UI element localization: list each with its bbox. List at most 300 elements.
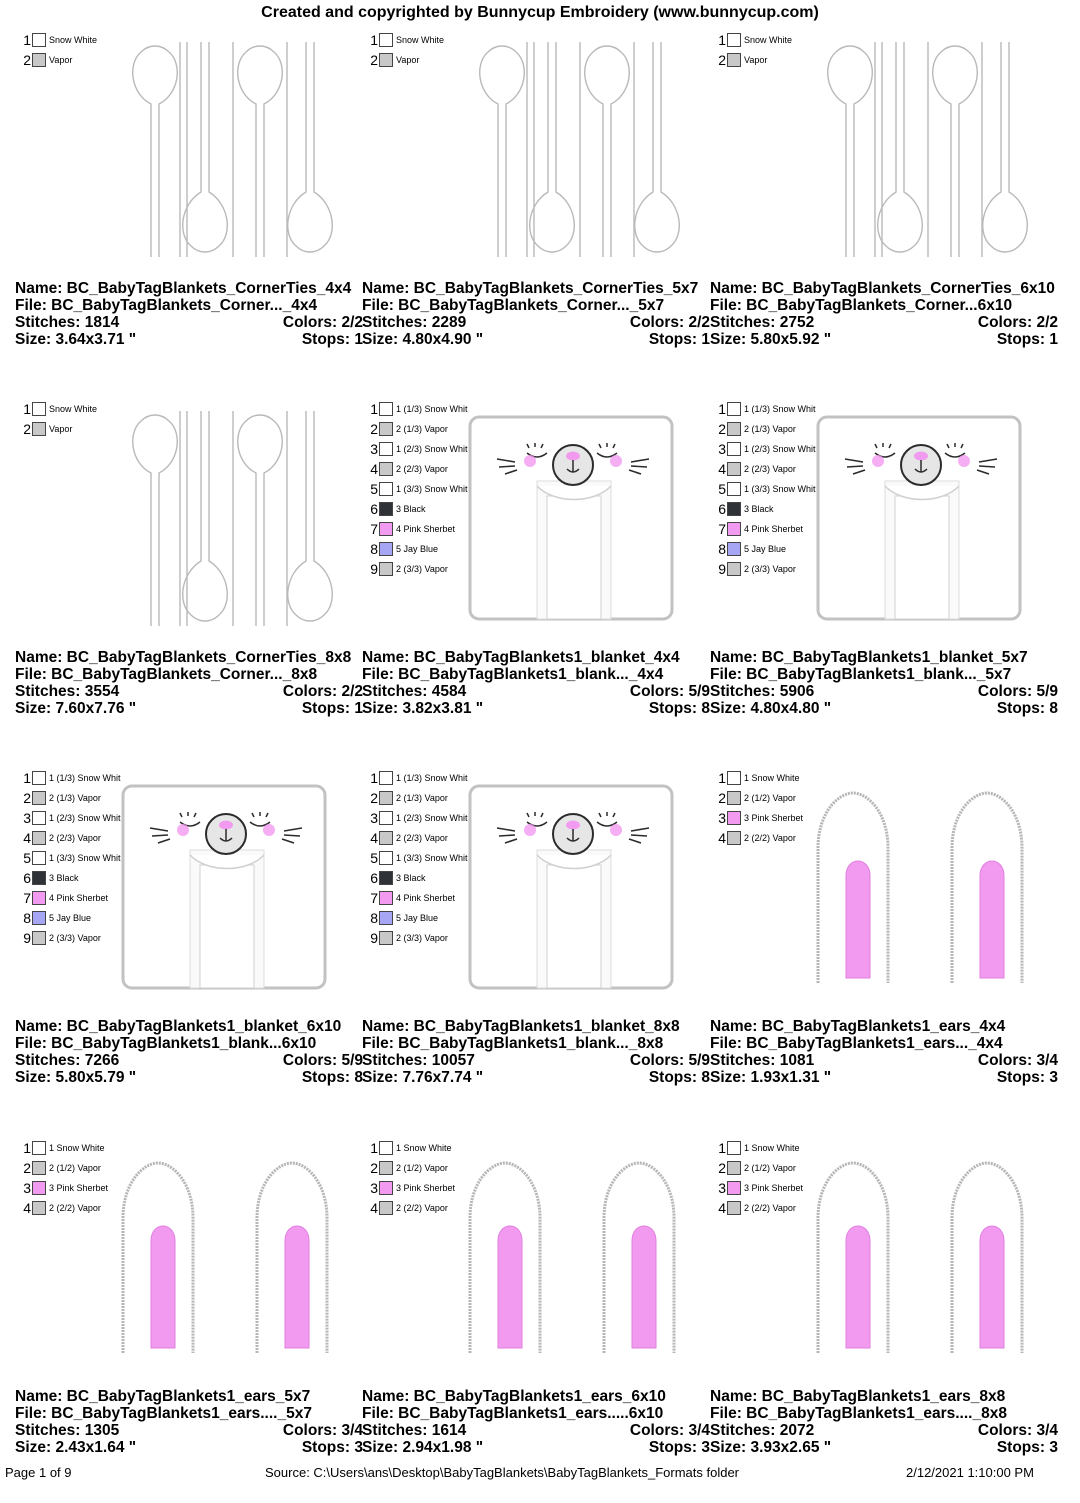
bunny-cheek <box>958 455 970 467</box>
thread-color-name: Vapor <box>49 55 73 65</box>
design-preview <box>467 42 687 262</box>
design-info <box>710 1388 1075 1456</box>
bunny-cheek <box>610 455 622 467</box>
thread-color-item <box>21 808 121 828</box>
design-file: File: BC_BabyTagBlankets_Corner..._4x4 <box>15 297 318 314</box>
design-size: Size: 2.94x1.98 " <box>362 1439 484 1456</box>
thread-color-item <box>368 808 468 828</box>
corner-tie-outline <box>933 46 978 257</box>
design-cell <box>362 30 710 395</box>
color-swatch <box>727 1181 741 1195</box>
thread-color-item <box>716 1178 803 1198</box>
thread-number: 8 <box>718 541 726 557</box>
thread-number: 3 <box>370 441 378 457</box>
design-preview <box>120 411 340 631</box>
thread-number: 5 <box>23 850 31 866</box>
color-swatch <box>379 1141 393 1155</box>
bunny-cheek <box>610 824 622 836</box>
stitch-count: Stitches: 10057 <box>362 1052 475 1069</box>
design-preview <box>115 1158 331 1358</box>
thread-color-name: 2 (2/2) Vapor <box>49 1203 101 1213</box>
design-size: Size: 5.80x5.92 " <box>710 331 832 348</box>
thread-color-item <box>368 499 468 519</box>
thread-number: 1 <box>23 32 31 48</box>
bunny-cheek <box>263 824 275 836</box>
thread-color-name: 2 (3/3) Vapor <box>49 933 101 943</box>
thread-number: 9 <box>370 930 378 946</box>
thread-color-name: 1 (1/3) Snow Whit <box>744 404 816 414</box>
design-preview <box>469 416 675 622</box>
design-name: Name: BC_BabyTagBlankets1_blanket_6x10 <box>15 1018 342 1035</box>
thread-color-item <box>368 848 468 868</box>
thread-color-item <box>368 868 468 888</box>
stop-count: Stops: 3 <box>996 1439 1058 1456</box>
thread-color-item <box>716 419 816 439</box>
stitch-count: Stitches: 1305 <box>15 1422 120 1439</box>
design-cell <box>15 1138 363 1503</box>
thread-color-item <box>368 1158 455 1178</box>
thread-number: 2 <box>370 421 378 437</box>
thread-number: 4 <box>718 1200 726 1216</box>
color-swatch <box>32 811 46 825</box>
color-swatch <box>379 891 393 905</box>
color-swatch <box>379 33 393 47</box>
thread-color-name: 1 (2/3) Snow Whit <box>49 813 121 823</box>
thread-color-item <box>716 768 803 788</box>
color-swatch <box>379 462 393 476</box>
thread-color-name: 2 (1/3) Vapor <box>396 793 448 803</box>
ear-inner-pink <box>632 1226 656 1348</box>
thread-number: 7 <box>718 521 726 537</box>
thread-number: 4 <box>23 1200 31 1216</box>
color-swatch <box>379 871 393 885</box>
corner-tie-outline <box>480 46 525 257</box>
corner-tie-outline <box>288 42 333 252</box>
thread-color-name: 2 (2/3) Vapor <box>744 464 796 474</box>
thread-color-name: Vapor <box>49 424 73 434</box>
thread-color-item <box>368 828 468 848</box>
color-swatch <box>379 442 393 456</box>
ear-inner-pink <box>151 1226 175 1348</box>
design-info <box>362 1388 727 1456</box>
color-count: Colors: 5/9 <box>977 683 1058 700</box>
thread-number: 7 <box>370 521 378 537</box>
design-cell <box>362 768 710 1133</box>
thread-color-item <box>368 1178 455 1198</box>
thread-color-name: 2 (1/2) Vapor <box>49 1163 101 1173</box>
design-info <box>362 649 727 717</box>
thread-color-item <box>21 828 121 848</box>
thread-number: 2 <box>718 52 726 68</box>
thread-number: 4 <box>370 461 378 477</box>
design-info <box>15 1388 380 1456</box>
thread-color-list <box>716 768 803 848</box>
thread-color-item <box>21 1178 108 1198</box>
design-size: Size: 4.80x4.90 " <box>362 331 484 348</box>
color-swatch <box>379 911 393 925</box>
design-info <box>15 1018 380 1086</box>
design-name: Name: BC_BabyTagBlankets1_blanket_8x8 <box>362 1018 680 1035</box>
design-file: File: BC_BabyTagBlankets1_blank..._8x8 <box>362 1035 664 1052</box>
thread-color-item <box>368 908 468 928</box>
thread-color-name: 3 Pink Sherbet <box>744 1183 804 1193</box>
color-count: Colors: 2/2 <box>282 314 363 331</box>
color-swatch <box>727 462 741 476</box>
ear-inner-pink <box>846 861 870 978</box>
design-info <box>362 280 727 348</box>
thread-color-name: 4 Pink Sherbet <box>396 893 456 903</box>
design-cell <box>710 399 1058 764</box>
thread-color-item <box>368 888 468 908</box>
thread-number: 8 <box>370 910 378 926</box>
color-swatch <box>32 831 46 845</box>
color-swatch <box>379 811 393 825</box>
stop-count: Stops: 1 <box>996 331 1058 348</box>
thread-color-list <box>21 768 121 948</box>
bunny-cheek <box>524 824 536 836</box>
color-swatch <box>32 871 46 885</box>
design-size: Size: 1.93x1.31 " <box>710 1069 832 1086</box>
design-size: Size: 2.43x1.64 " <box>15 1439 137 1456</box>
design-name: Name: BC_BabyTagBlankets_CornerTies_5x7 <box>362 280 699 297</box>
color-count: Colors: 5/9 <box>629 1052 710 1069</box>
thread-color-name: 5 Jay Blue <box>396 913 439 923</box>
color-count: Colors: 3/4 <box>282 1422 363 1439</box>
thread-color-name: Snow White <box>744 35 793 45</box>
thread-color-name: 2 (3/3) Vapor <box>396 933 448 943</box>
thread-color-name: 2 (2/2) Vapor <box>744 1203 796 1213</box>
color-swatch <box>32 33 46 47</box>
color-swatch <box>379 502 393 516</box>
color-swatch <box>379 482 393 496</box>
thread-number: 2 <box>718 421 726 437</box>
design-info <box>710 649 1075 717</box>
thread-color-name: 3 Pink Sherbet <box>396 1183 456 1193</box>
thread-color-item <box>716 459 816 479</box>
stop-count: Stops: 3 <box>996 1069 1058 1086</box>
thread-number: 6 <box>718 501 726 517</box>
color-swatch <box>32 53 46 67</box>
stop-count: Stops: 8 <box>301 1069 363 1086</box>
thread-color-name: Snow White <box>49 35 98 45</box>
design-file: File: BC_BabyTagBlankets1_blank...6x10 <box>15 1035 317 1052</box>
thread-color-name: 3 Black <box>744 504 774 514</box>
thread-color-item <box>716 479 816 499</box>
color-swatch <box>727 811 741 825</box>
thread-number: 2 <box>23 790 31 806</box>
page-header: Created and copyrighted by Bunnycup Embroidery (www.bunnycup.com) <box>261 4 819 21</box>
thread-color-item <box>368 1138 455 1158</box>
stitch-count: Stitches: 3554 <box>15 683 120 700</box>
design-info <box>15 649 380 717</box>
thread-color-name: 3 Black <box>396 873 426 883</box>
color-count: Colors: 5/9 <box>629 683 710 700</box>
design-cell <box>710 768 1058 1133</box>
thread-color-name: 2 (1/3) Vapor <box>744 424 796 434</box>
thread-color-item <box>368 50 444 70</box>
thread-color-name: 2 (2/3) Vapor <box>49 833 101 843</box>
thread-number: 1 <box>370 32 378 48</box>
thread-color-item <box>21 1138 108 1158</box>
design-size: Size: 3.82x3.81 " <box>362 700 484 717</box>
design-cell <box>15 768 363 1133</box>
thread-color-item <box>368 539 468 559</box>
thread-color-name: 2 (1/2) Vapor <box>744 1163 796 1173</box>
thread-color-item <box>716 1158 803 1178</box>
design-file: File: BC_BabyTagBlankets_Corner...6x10 <box>710 297 1013 314</box>
stitch-count: Stitches: 2289 <box>362 314 467 331</box>
design-preview <box>462 1158 678 1358</box>
thread-color-list <box>21 399 97 439</box>
design-file: File: BC_BabyTagBlankets1_blank..._5x7 <box>710 666 1012 683</box>
color-swatch <box>727 771 741 785</box>
color-swatch <box>727 791 741 805</box>
thread-color-item <box>368 439 468 459</box>
bunny-nose <box>566 821 580 830</box>
color-swatch <box>727 53 741 67</box>
thread-number: 3 <box>23 810 31 826</box>
thread-number: 8 <box>370 541 378 557</box>
color-swatch <box>379 1181 393 1195</box>
design-file: File: BC_BabyTagBlankets1_ears...._8x8 <box>710 1405 1007 1422</box>
thread-color-name: 4 Pink Sherbet <box>49 893 109 903</box>
color-swatch <box>32 1161 46 1175</box>
thread-number: 7 <box>23 890 31 906</box>
thread-number: 1 <box>23 1140 31 1156</box>
corner-tie-outline <box>828 46 873 257</box>
thread-number: 2 <box>718 1160 726 1176</box>
thread-color-name: 5 Jay Blue <box>396 544 439 554</box>
stop-count: Stops: 8 <box>996 700 1058 717</box>
thread-number: 9 <box>23 930 31 946</box>
thread-number: 5 <box>370 850 378 866</box>
thread-color-name: Snow White <box>49 404 98 414</box>
bunny-cheek <box>177 824 189 836</box>
thread-color-name: 1 Snow White <box>744 773 800 783</box>
thread-color-item <box>368 519 468 539</box>
design-name: Name: BC_BabyTagBlankets1_blanket_5x7 <box>710 649 1028 666</box>
color-swatch <box>32 1141 46 1155</box>
corner-tie-outline <box>288 411 333 621</box>
ear-inner-pink <box>980 1226 1004 1348</box>
thread-number: 2 <box>23 1160 31 1176</box>
design-name: Name: BC_BabyTagBlankets1_ears_6x10 <box>362 1388 666 1405</box>
thread-color-name: Vapor <box>396 55 420 65</box>
corner-tie-outline <box>585 46 630 257</box>
color-swatch <box>727 502 741 516</box>
color-swatch <box>32 1201 46 1215</box>
design-size: Size: 4.80x4.80 " <box>710 700 832 717</box>
thread-color-item <box>368 559 468 579</box>
color-swatch <box>379 851 393 865</box>
color-count: Colors: 2/2 <box>977 314 1058 331</box>
bunny-nose <box>566 452 580 461</box>
design-info <box>710 1018 1075 1086</box>
design-preview <box>469 785 675 991</box>
thread-color-name: 2 (1/3) Vapor <box>396 424 448 434</box>
thread-color-name: 2 (3/3) Vapor <box>396 564 448 574</box>
design-cell <box>15 399 363 764</box>
thread-color-item <box>21 30 97 50</box>
thread-number: 8 <box>23 910 31 926</box>
design-size: Size: 7.60x7.76 " <box>15 700 137 717</box>
thread-color-item <box>21 928 121 948</box>
thread-color-list <box>368 1138 455 1218</box>
thread-number: 6 <box>23 870 31 886</box>
design-file: File: BC_BabyTagBlankets_Corner..._8x8 <box>15 666 318 683</box>
thread-number: 4 <box>370 830 378 846</box>
design-size: Size: 3.93x2.65 " <box>710 1439 832 1456</box>
thread-color-item <box>368 928 468 948</box>
thread-color-item <box>21 1158 108 1178</box>
thread-number: 3 <box>370 1180 378 1196</box>
color-swatch <box>379 1161 393 1175</box>
thread-color-name: 1 (2/3) Snow Whit <box>744 444 816 454</box>
thread-color-name: 1 (2/3) Snow Whit <box>396 444 468 454</box>
thread-number: 1 <box>370 401 378 417</box>
color-count: Colors: 2/2 <box>282 683 363 700</box>
design-size: Size: 3.64x3.71 " <box>15 331 137 348</box>
color-swatch <box>727 522 741 536</box>
thread-color-name: 2 (2/3) Vapor <box>396 833 448 843</box>
design-name: Name: BC_BabyTagBlankets1_ears_4x4 <box>710 1018 1006 1035</box>
thread-number: 3 <box>718 1180 726 1196</box>
thread-color-item <box>716 499 816 519</box>
color-swatch <box>727 831 741 845</box>
design-name: Name: BC_BabyTagBlankets_CornerTies_8x8 <box>15 649 352 666</box>
color-swatch <box>727 1141 741 1155</box>
thread-color-item <box>716 539 816 559</box>
bunny-cheek <box>524 455 536 467</box>
design-cell <box>710 30 1058 395</box>
thread-color-list <box>716 1138 803 1218</box>
thread-color-item <box>716 439 816 459</box>
color-swatch <box>32 791 46 805</box>
thread-color-name: 1 (3/3) Snow Whit <box>396 484 468 494</box>
thread-color-item <box>716 788 803 808</box>
thread-color-name: 3 Pink Sherbet <box>744 813 804 823</box>
design-preview <box>810 788 1026 988</box>
thread-color-name: 1 (2/3) Snow Whit <box>396 813 468 823</box>
thread-color-name: Snow White <box>396 35 445 45</box>
color-count: Colors: 3/4 <box>977 1052 1058 1069</box>
thread-color-name: 2 (2/3) Vapor <box>396 464 448 474</box>
thread-number: 4 <box>23 830 31 846</box>
thread-color-name: 4 Pink Sherbet <box>744 524 804 534</box>
thread-number: 6 <box>370 870 378 886</box>
corner-tie-outline <box>238 46 283 257</box>
design-file: File: BC_BabyTagBlankets1_ears.....6x10 <box>362 1405 664 1422</box>
stop-count: Stops: 1 <box>301 700 363 717</box>
color-swatch <box>32 422 46 436</box>
color-swatch <box>379 771 393 785</box>
thread-color-name: 4 Pink Sherbet <box>396 524 456 534</box>
design-cell <box>362 399 710 764</box>
color-swatch <box>32 851 46 865</box>
thread-number: 2 <box>370 790 378 806</box>
stitch-count: Stitches: 1614 <box>362 1422 467 1439</box>
thread-number: 3 <box>718 810 726 826</box>
thread-number: 4 <box>718 461 726 477</box>
ear-inner-pink <box>285 1226 309 1348</box>
color-swatch <box>32 911 46 925</box>
color-swatch <box>379 1201 393 1215</box>
thread-color-item <box>368 399 468 419</box>
thread-number: 3 <box>370 810 378 826</box>
design-name: Name: BC_BabyTagBlankets_CornerTies_4x4 <box>15 280 352 297</box>
thread-number: 2 <box>718 790 726 806</box>
thread-color-item <box>716 1198 803 1218</box>
corner-tie-outline <box>133 415 178 626</box>
color-swatch <box>727 482 741 496</box>
thread-number: 9 <box>718 561 726 577</box>
ear-inner-pink <box>980 861 1004 978</box>
color-swatch <box>727 422 741 436</box>
thread-color-name: 1 Snow White <box>49 1143 105 1153</box>
thread-color-item <box>21 419 97 439</box>
thread-color-name: Vapor <box>744 55 768 65</box>
corner-tie-outline <box>183 42 228 252</box>
bunny-nose <box>219 821 233 830</box>
bunny-cheek <box>872 455 884 467</box>
design-file: File: BC_BabyTagBlankets1_blank..._4x4 <box>362 666 664 683</box>
thread-color-item <box>21 1198 108 1218</box>
corner-tie-outline <box>238 415 283 626</box>
thread-color-name: 1 (3/3) Snow Whit <box>744 484 816 494</box>
thread-color-item <box>368 30 444 50</box>
color-swatch <box>727 562 741 576</box>
thread-number: 1 <box>370 770 378 786</box>
stop-count: Stops: 1 <box>648 331 710 348</box>
corner-tie-outline <box>133 46 178 257</box>
thread-color-name: 2 (2/2) Vapor <box>396 1203 448 1213</box>
thread-color-item <box>716 559 816 579</box>
color-swatch <box>727 1201 741 1215</box>
color-swatch <box>727 542 741 556</box>
thread-number: 2 <box>23 421 31 437</box>
design-name: Name: BC_BabyTagBlankets_CornerTies_6x10 <box>710 280 1055 297</box>
color-swatch <box>32 771 46 785</box>
thread-color-item <box>716 828 803 848</box>
thread-color-name: 1 (3/3) Snow Whit <box>49 853 121 863</box>
design-cell <box>362 1138 710 1503</box>
thread-number: 1 <box>718 32 726 48</box>
thread-number: 2 <box>370 52 378 68</box>
color-swatch <box>32 891 46 905</box>
corner-tie-outline <box>983 42 1028 252</box>
corner-tie-outline <box>183 411 228 621</box>
thread-color-name: 3 Black <box>49 873 79 883</box>
stop-count: Stops: 8 <box>648 1069 710 1086</box>
corner-tie-outline <box>635 42 680 252</box>
color-swatch <box>379 422 393 436</box>
color-count: Colors: 3/4 <box>977 1422 1058 1439</box>
design-info <box>362 1018 727 1086</box>
color-count: Colors: 5/9 <box>282 1052 363 1069</box>
thread-number: 1 <box>23 401 31 417</box>
thread-color-name: 1 Snow White <box>396 1143 452 1153</box>
color-count: Colors: 3/4 <box>629 1422 710 1439</box>
color-swatch <box>379 791 393 805</box>
design-cell <box>15 30 363 395</box>
design-file: File: BC_BabyTagBlankets1_ears...._5x7 <box>15 1405 312 1422</box>
design-preview <box>810 1158 1026 1358</box>
thread-color-item <box>716 808 803 828</box>
design-preview <box>122 785 328 991</box>
thread-color-item <box>716 519 816 539</box>
stitch-count: Stitches: 1081 <box>710 1052 815 1069</box>
corner-tie-outline <box>878 42 923 252</box>
